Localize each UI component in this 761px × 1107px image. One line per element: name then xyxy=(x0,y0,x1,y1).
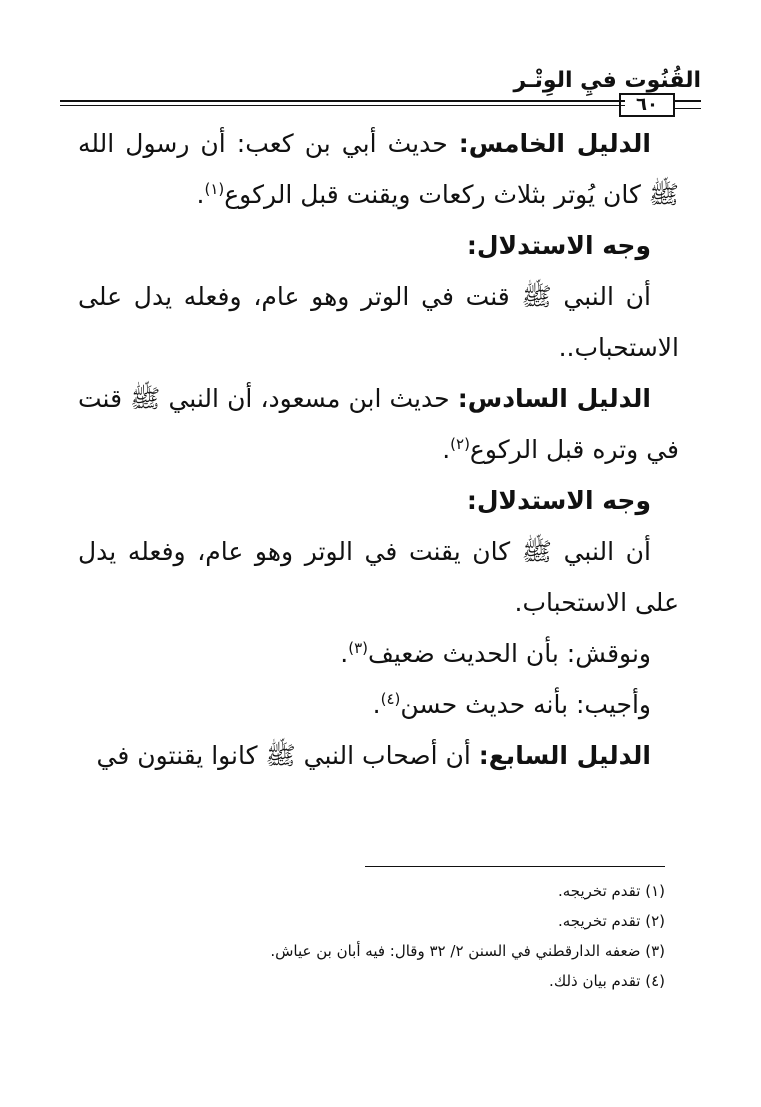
paragraph-inference-heading-2 xyxy=(78,475,679,526)
evidence-seven-text: أن أصحاب النبي ﷺ كانوا يقنتون في xyxy=(96,741,479,770)
page-number: ٦٠ xyxy=(619,93,675,117)
evidence-five-text: حديث أبي بن كعب: أن رسول الله ﷺ كان يُوتر بثلاث ركعات ويقنت قبل الركوع xyxy=(78,129,679,209)
running-title: القُنُوت فيِ الوِتْـر xyxy=(513,68,701,93)
main-text xyxy=(78,118,679,781)
footnote-ref-3: (٣) xyxy=(348,639,368,657)
paragraph-evidence-six xyxy=(78,373,679,475)
paragraph-inference-heading-1 xyxy=(78,220,679,271)
footnote-2: (٢) تقدم تخريجه. xyxy=(557,912,665,930)
footnote-rule xyxy=(365,866,665,867)
evidence-five-end: . xyxy=(196,180,205,209)
inference-heading-1: وجه الاستدلال: xyxy=(466,231,651,260)
footnotes xyxy=(120,876,665,996)
response-end: . xyxy=(372,690,381,719)
footnote-3: (٣) ضعفه الدارقطني في السنن ٢/ ٣٢ وقال: فيه أبان بن عياش. xyxy=(270,942,665,960)
paragraph-evidence-five xyxy=(78,118,679,220)
objection-end: . xyxy=(340,639,349,668)
page-number-ornament xyxy=(675,100,701,109)
response-text: وأجيب: بأنه حديث حسن xyxy=(400,690,651,719)
footnote-4: (٤) تقدم بيان ذلك. xyxy=(549,972,665,990)
evidence-five-heading: الدليل الخامس: xyxy=(458,129,652,158)
footnote-ref-4: (٤) xyxy=(380,690,401,708)
header-rule xyxy=(60,100,625,102)
paragraph-response xyxy=(78,679,679,730)
evidence-six-text: حديث ابن مسعود، أن النبي ﷺ قنت في وتره قبل الركوع xyxy=(78,384,679,464)
objection-text: ونوقش: بأن الحديث ضعيف xyxy=(367,639,651,668)
footnote-1: (١) تقدم تخريجه. xyxy=(557,882,665,900)
footnote-ref-2: (٢) xyxy=(450,435,470,453)
paragraph-inference-1: أن النبي ﷺ قنت في الوتر وهو عام، وفعله يدل على الاستحباب.. xyxy=(78,282,679,362)
evidence-six-end: . xyxy=(442,435,451,464)
evidence-six-heading: الدليل السادس: xyxy=(457,384,651,413)
paragraph-objection xyxy=(78,628,679,679)
inference-heading-2: وجه الاستدلال: xyxy=(466,486,651,515)
paragraph-evidence-seven xyxy=(78,730,679,781)
evidence-seven-heading: الدليل السابع: xyxy=(478,741,651,770)
footnote-ref-1: (١) xyxy=(204,180,225,198)
paragraph-inference-2: أن النبي ﷺ كان يقنت في الوتر وهو عام، وفعله يدل على الاستحباب. xyxy=(78,537,679,617)
header-rule-thin xyxy=(60,105,625,106)
